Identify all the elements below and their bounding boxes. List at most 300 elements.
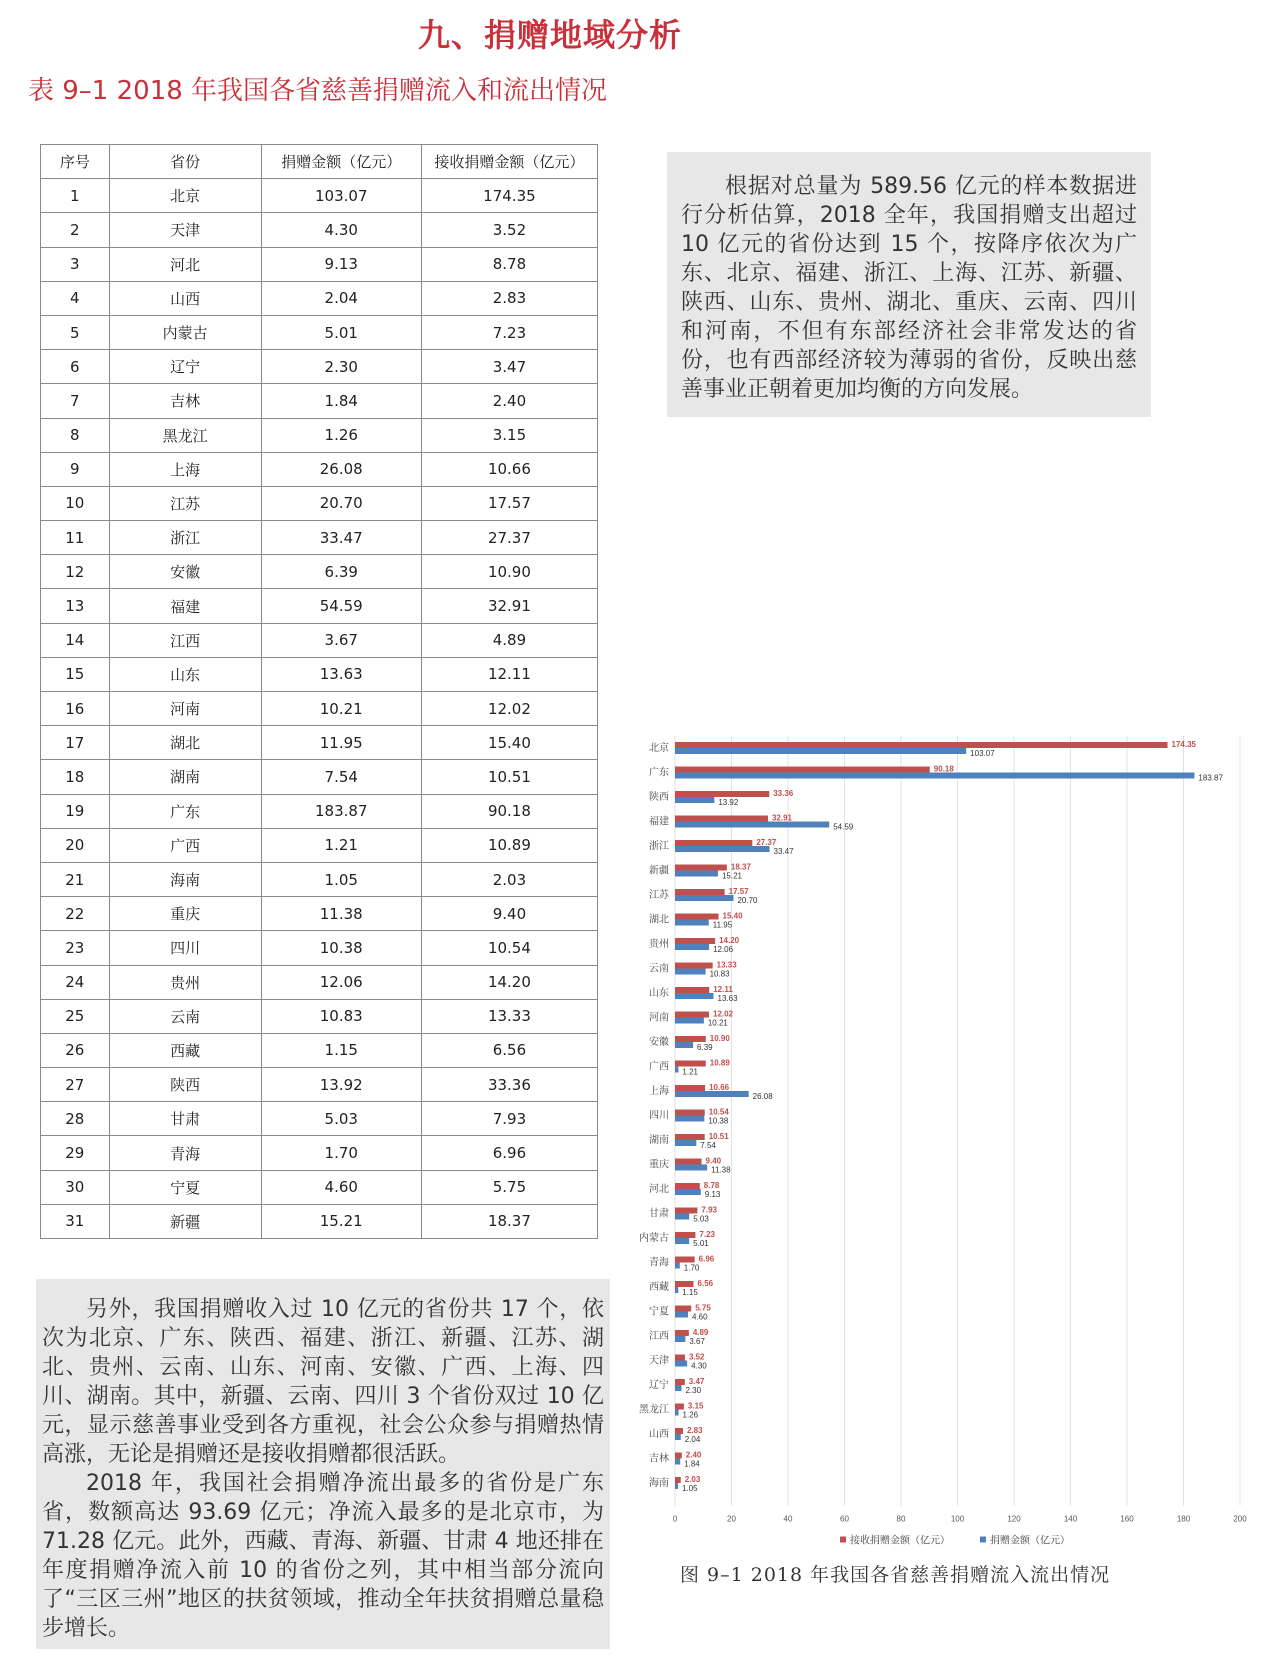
table-row (41, 486, 598, 520)
table-row (41, 521, 598, 555)
cell-received: 33.36 (421, 1068, 597, 1102)
data-label-donated: 10.21 (707, 1018, 728, 1028)
data-label-received: 33.36 (773, 789, 794, 798)
cell-province: 陕西 (109, 1068, 261, 1102)
bar-donated (675, 748, 966, 754)
bar-received (675, 1281, 694, 1287)
table-row (41, 828, 598, 862)
data-label-received: 12.02 (712, 1009, 733, 1019)
cell-received: 4.89 (421, 623, 597, 657)
x-tick-label: 120 (1007, 1514, 1021, 1524)
cell-donation: 2.04 (261, 281, 421, 315)
table-row (41, 452, 598, 486)
cell-donation: 4.30 (261, 213, 421, 247)
table-row (41, 726, 598, 760)
cell-donation: 10.38 (261, 931, 421, 965)
table-row (41, 760, 598, 794)
cell-donation: 183.87 (261, 794, 421, 828)
category-label: 广西 (649, 1061, 669, 1073)
cell-received: 15.40 (421, 726, 597, 760)
bar-donated (675, 822, 829, 828)
category-label: 江西 (649, 1331, 669, 1342)
table-row (41, 623, 598, 657)
cell-index: 27 (41, 1068, 110, 1102)
table-row (41, 931, 598, 965)
data-label-donated: 33.47 (773, 847, 794, 856)
cell-index: 17 (41, 726, 110, 760)
data-label-donated: 1.70 (683, 1263, 700, 1273)
cell-province: 内蒙古 (109, 315, 261, 349)
category-label: 广东 (649, 767, 669, 779)
table-header-row (41, 145, 598, 179)
bar-received (675, 914, 719, 920)
category-label: 江苏 (649, 890, 669, 901)
data-label-donated: 7.54 (700, 1141, 716, 1150)
data-label-received: 8.78 (703, 1181, 720, 1190)
cell-index: 6 (41, 350, 110, 384)
cell-province: 江西 (109, 623, 261, 657)
table-row (41, 965, 598, 999)
cell-index: 29 (41, 1136, 110, 1170)
category-label: 内蒙古 (639, 1233, 669, 1244)
cell-donation: 26.08 (261, 452, 421, 486)
bar-received (675, 1453, 682, 1459)
cell-index: 26 (41, 1033, 110, 1067)
category-label: 河南 (649, 1012, 669, 1024)
cell-province: 天津 (109, 213, 261, 247)
bar-received (675, 1404, 684, 1410)
table-row (41, 179, 598, 213)
cell-index: 25 (41, 999, 110, 1033)
category-label: 贵州 (649, 939, 669, 950)
data-label-received: 10.66 (709, 1083, 730, 1092)
cell-index: 18 (41, 760, 110, 794)
bar-donated (675, 1385, 681, 1391)
cell-donation: 2.30 (261, 350, 421, 384)
cell-donation: 1.21 (261, 828, 421, 862)
bar-received (675, 1061, 706, 1067)
data-label-donated: 1.05 (681, 1484, 698, 1493)
category-label: 上海 (649, 1086, 669, 1097)
cell-received: 10.90 (421, 555, 597, 589)
category-label: 福建 (649, 816, 669, 828)
header-donation: 捐赠金额（亿元） (261, 145, 421, 179)
cell-received: 10.54 (421, 931, 597, 965)
data-label-received: 10.89 (709, 1058, 730, 1068)
data-label-donated: 1.84 (684, 1459, 700, 1469)
data-label-donated: 54.59 (833, 822, 854, 832)
table-row (41, 555, 598, 589)
table-row (41, 350, 598, 384)
cell-province: 河南 (109, 692, 261, 726)
category-label: 西藏 (649, 1282, 669, 1293)
cell-donation: 103.07 (261, 179, 421, 213)
cell-province: 福建 (109, 589, 261, 623)
bar-received (675, 816, 768, 822)
cell-donation: 7.54 (261, 760, 421, 794)
cell-index: 24 (41, 965, 110, 999)
data-label-donated: 10.38 (708, 1116, 729, 1126)
category-label: 安徽 (649, 1037, 669, 1048)
bar-received (675, 1330, 689, 1336)
bar-donated (675, 1189, 701, 1195)
cell-donation: 9.13 (261, 247, 421, 281)
legend-swatch-received (840, 1537, 846, 1543)
bar-donated (675, 920, 709, 926)
section-title: 九、捐赠地域分析 (417, 16, 682, 54)
bar-received (675, 1085, 705, 1091)
bar-received (675, 1428, 683, 1434)
table-row (41, 862, 598, 896)
cell-province: 甘肃 (109, 1102, 261, 1136)
bar-received (675, 1257, 695, 1263)
cell-received: 174.35 (421, 179, 597, 213)
data-label-donated: 13.92 (718, 798, 739, 807)
data-label-donated: 12.06 (713, 945, 734, 954)
cell-province: 重庆 (109, 897, 261, 931)
table-row (41, 1170, 598, 1204)
bar-donated (675, 1312, 688, 1318)
cell-received: 3.47 (421, 350, 597, 384)
cell-province: 上海 (109, 452, 261, 486)
cell-index: 31 (41, 1204, 110, 1238)
data-label-received: 2.03 (684, 1475, 701, 1484)
cell-received: 14.20 (421, 965, 597, 999)
data-label-received: 7.23 (699, 1230, 716, 1239)
summary-paragraph-2: 2018 年，我国社会捐赠净流出最多的省份是广东省，数额高达 93.69 亿元；净流入最多的是北京市，为 71.28 亿元。此外，西藏、青海、新疆、甘肃 4 地还排在年度捐赠净流入前 10 的省份之列，其中相当部分流向了“三区三州”地区的扶贫领域，推动全年扶贫捐赠总量稳步增长。 (42, 1471, 604, 1641)
cell-received: 2.83 (421, 281, 597, 315)
cell-received: 2.03 (421, 862, 597, 896)
table-row (41, 692, 598, 726)
bar-received (675, 1477, 681, 1483)
cell-received: 90.18 (421, 794, 597, 828)
cell-index: 11 (41, 521, 110, 555)
table-row (41, 1068, 598, 1102)
data-label-donated: 26.08 (752, 1092, 773, 1101)
category-label: 河北 (649, 1184, 669, 1195)
bar-donated (675, 1067, 678, 1073)
data-label-received: 90.18 (933, 764, 954, 774)
bar-donated (675, 1410, 679, 1416)
cell-province: 河北 (109, 247, 261, 281)
category-label: 黑龙江 (639, 1404, 669, 1416)
bar-donated (675, 1361, 687, 1367)
bar-donated (675, 1263, 680, 1269)
bar-donated (675, 1165, 707, 1171)
category-label: 湖南 (649, 1135, 669, 1146)
cell-index: 9 (41, 452, 110, 486)
x-tick-label: 160 (1120, 1514, 1134, 1524)
data-label-donated: 103.07 (970, 749, 995, 758)
cell-received: 32.91 (421, 589, 597, 623)
cell-index: 30 (41, 1170, 110, 1204)
cell-province: 宁夏 (109, 1170, 261, 1204)
bar-donated (675, 1483, 678, 1489)
category-label: 辽宁 (649, 1380, 669, 1391)
cell-province: 山西 (109, 281, 261, 315)
cell-index: 8 (41, 418, 110, 452)
cell-province: 黑龙江 (109, 418, 261, 452)
cell-donation: 1.70 (261, 1136, 421, 1170)
cell-province: 吉林 (109, 384, 261, 418)
header-received: 接收捐赠金额（亿元） (421, 145, 597, 179)
bar-donated (675, 871, 718, 877)
bar-donated (675, 895, 733, 901)
category-label: 宁夏 (649, 1306, 669, 1318)
data-label-received: 27.37 (756, 838, 777, 847)
data-label-donated: 6.39 (697, 1043, 713, 1052)
cell-index: 14 (41, 623, 110, 657)
data-label-received: 6.56 (697, 1279, 714, 1288)
data-label-received: 9.40 (705, 1156, 722, 1166)
bar-received (675, 865, 727, 871)
data-label-received: 2.83 (686, 1426, 703, 1435)
table-row (41, 1033, 598, 1067)
data-label-received: 4.89 (692, 1328, 709, 1337)
cell-index: 21 (41, 862, 110, 896)
data-label-received: 10.51 (708, 1132, 729, 1141)
data-label-donated: 13.63 (717, 994, 738, 1003)
cell-index: 2 (41, 213, 110, 247)
table-row (41, 1102, 598, 1136)
legend-label-received: 接收捐赠金额（亿元） (850, 1535, 950, 1547)
cell-index: 3 (41, 247, 110, 281)
table-row (41, 589, 598, 623)
x-tick-label: 100 (950, 1514, 965, 1524)
table-row (41, 1204, 598, 1238)
cell-index: 5 (41, 315, 110, 349)
cell-received: 3.52 (421, 213, 597, 247)
cell-received: 17.57 (421, 486, 597, 520)
cell-province: 西藏 (109, 1033, 261, 1067)
table-row (41, 384, 598, 418)
cell-received: 18.37 (421, 1204, 597, 1238)
bar-donated (675, 1238, 689, 1244)
cell-received: 10.89 (421, 828, 597, 862)
bar-received (675, 1012, 709, 1018)
bar-chart (630, 730, 1250, 1550)
cell-donation: 13.92 (261, 1068, 421, 1102)
data-label-received: 2.40 (685, 1450, 702, 1460)
data-label-donated: 3.67 (689, 1337, 705, 1346)
cell-donation: 10.21 (261, 692, 421, 726)
bar-received (675, 889, 725, 895)
table-row (41, 657, 598, 691)
bar-donated (675, 944, 709, 950)
data-label-received: 15.40 (722, 911, 743, 921)
category-label: 天津 (649, 1355, 669, 1367)
cell-donation: 10.83 (261, 999, 421, 1033)
data-label-received: 3.15 (687, 1401, 704, 1411)
cell-received: 13.33 (421, 999, 597, 1033)
data-label-donated: 4.30 (691, 1361, 707, 1371)
x-tick-label: 0 (672, 1514, 678, 1524)
cell-received: 12.02 (421, 692, 597, 726)
cell-province: 湖北 (109, 726, 261, 760)
x-tick-label: 140 (1063, 1514, 1078, 1524)
x-tick-label: 20 (727, 1514, 736, 1524)
bar-donated (675, 1116, 704, 1122)
data-label-donated: 11.95 (712, 920, 733, 930)
bar-received (675, 938, 715, 944)
data-label-received: 13.33 (716, 960, 737, 970)
cell-donation: 1.26 (261, 418, 421, 452)
bar-received (675, 1379, 685, 1385)
cell-donation: 13.63 (261, 657, 421, 691)
x-tick-label: 180 (1176, 1514, 1191, 1524)
cell-received: 7.93 (421, 1102, 597, 1136)
cell-donation: 33.47 (261, 521, 421, 555)
table-row (41, 213, 598, 247)
cell-received: 6.96 (421, 1136, 597, 1170)
cell-received: 2.40 (421, 384, 597, 418)
data-label-donated: 1.26 (682, 1410, 699, 1420)
bar-donated (675, 1434, 681, 1440)
cell-province: 广西 (109, 828, 261, 862)
cell-donation: 6.39 (261, 555, 421, 589)
category-label: 四川 (649, 1110, 669, 1122)
bar-received (675, 1183, 700, 1189)
legend-label-donated: 捐赠金额（亿元） (990, 1535, 1070, 1547)
data-label-received: 10.90 (709, 1034, 730, 1043)
table-row (41, 418, 598, 452)
data-label-donated: 1.15 (682, 1288, 698, 1297)
bar-donated (675, 797, 714, 803)
bar-received (675, 987, 709, 993)
cell-index: 28 (41, 1102, 110, 1136)
data-label-donated: 5.03 (693, 1214, 709, 1224)
data-label-received: 7.93 (701, 1205, 717, 1215)
cell-received: 3.15 (421, 418, 597, 452)
table-row (41, 247, 598, 281)
cell-province: 新疆 (109, 1204, 261, 1238)
data-label-received: 18.37 (730, 862, 751, 872)
x-tick-label: 200 (1233, 1514, 1247, 1524)
cell-index: 16 (41, 692, 110, 726)
data-label-donated: 183.87 (1198, 773, 1223, 783)
table-row (41, 999, 598, 1033)
cell-index: 23 (41, 931, 110, 965)
bar-received (675, 840, 752, 846)
cell-received: 27.37 (421, 521, 597, 555)
category-label: 山西 (649, 1429, 669, 1440)
cell-donation: 11.95 (261, 726, 421, 760)
cell-index: 7 (41, 384, 110, 418)
table-row (41, 1136, 598, 1170)
bar-received (675, 1159, 702, 1165)
data-label-received: 3.47 (688, 1377, 705, 1386)
bar-donated (675, 993, 714, 999)
bar-received (675, 1232, 695, 1238)
donation-table (40, 144, 598, 1239)
data-label-received: 174.35 (1171, 740, 1197, 749)
data-label-donated: 11.38 (711, 1165, 731, 1175)
bar-donated (675, 1459, 680, 1465)
category-label: 浙江 (649, 841, 669, 852)
cell-donation: 4.60 (261, 1170, 421, 1204)
data-label-donated: 1.21 (682, 1067, 698, 1077)
summary-textbox (36, 1279, 610, 1649)
cell-index: 20 (41, 828, 110, 862)
cell-donation: 5.03 (261, 1102, 421, 1136)
bar-received (675, 1208, 697, 1214)
cell-index: 19 (41, 794, 110, 828)
category-label: 云南 (649, 963, 669, 975)
data-label-donated: 9.13 (704, 1190, 721, 1199)
cell-province: 湖南 (109, 760, 261, 794)
bar-received (675, 791, 769, 797)
data-label-received: 17.57 (728, 887, 749, 896)
category-label: 海南 (649, 1478, 669, 1489)
bar-donated (675, 1214, 689, 1220)
header-province: 省份 (109, 145, 261, 179)
category-label: 北京 (649, 743, 669, 754)
category-label: 山东 (649, 988, 669, 999)
cell-received: 7.23 (421, 315, 597, 349)
cell-province: 青海 (109, 1136, 261, 1170)
cell-received: 8.78 (421, 247, 597, 281)
category-label: 新疆 (649, 865, 669, 877)
cell-province: 广东 (109, 794, 261, 828)
cell-province: 四川 (109, 931, 261, 965)
cell-province: 贵州 (109, 965, 261, 999)
category-label: 吉林 (649, 1453, 669, 1465)
cell-province: 安徽 (109, 555, 261, 589)
data-label-donated: 5.01 (693, 1239, 709, 1248)
cell-donation: 12.06 (261, 965, 421, 999)
cell-received: 10.66 (421, 452, 597, 486)
data-label-donated: 4.60 (691, 1312, 708, 1322)
data-label-received: 32.91 (771, 813, 793, 823)
analysis-textbox (667, 152, 1151, 417)
category-label: 青海 (649, 1257, 669, 1269)
data-label-received: 6.96 (698, 1254, 715, 1264)
cell-donation: 20.70 (261, 486, 421, 520)
cell-received: 5.75 (421, 1170, 597, 1204)
category-label: 甘肃 (649, 1208, 669, 1220)
cell-index: 4 (41, 281, 110, 315)
cell-province: 北京 (109, 179, 261, 213)
table-row (41, 281, 598, 315)
cell-received: 6.56 (421, 1033, 597, 1067)
cell-index: 13 (41, 589, 110, 623)
header-index: 序号 (41, 145, 110, 179)
cell-received: 9.40 (421, 897, 597, 931)
bar-received (675, 1110, 705, 1116)
summary-paragraph-1: 另外，我国捐赠收入过 10 亿元的省份共 17 个，依次为北京、广东、陕西、福建、浙江、新疆、江苏、湖北、贵州、云南、山东、河南、安徽、广西、上海、四川、湖南。其中，新疆、云南、四川 3 个省份双过 10 亿元，显示慈善事业受到各方重视，社会公众参与捐赠热情高涨，无论是捐赠还是接收捐赠都很活跃。 (42, 1297, 604, 1467)
bar-donated (675, 1336, 685, 1342)
table-row (41, 315, 598, 349)
data-label-received: 3.52 (688, 1352, 705, 1362)
bar-received (675, 1355, 685, 1361)
bar-received (675, 742, 1168, 748)
category-label: 重庆 (649, 1159, 669, 1171)
data-label-donated: 2.30 (685, 1386, 702, 1395)
data-label-received: 5.75 (695, 1303, 711, 1313)
cell-province: 云南 (109, 999, 261, 1033)
cell-index: 10 (41, 486, 110, 520)
table-row (41, 897, 598, 931)
x-tick-label: 80 (896, 1514, 906, 1524)
x-tick-label: 40 (783, 1514, 793, 1524)
analysis-paragraph: 根据对总量为 589.56 亿元的样本数据进行分析估算，2018 全年，我国捐赠支出超过 10 亿元的省份达到 15 个，按降序依次为广东、北京、福建、浙江、上海、江苏、新疆、陕西、山东、贵州、湖北、重庆、云南、四川和河南，不但有东部经济社会非常发达的省份，也有西部经济较为薄弱的省份，反映出慈善事业正朝着更加均衡的方向发展。 (681, 174, 1137, 402)
table-caption: 表 9–1 2018 年我国各省慈善捐赠流入和流出情况 (28, 76, 608, 106)
cell-donation: 3.67 (261, 623, 421, 657)
legend-swatch-donated (980, 1537, 986, 1543)
bar-received (675, 1134, 705, 1140)
data-label-received: 14.20 (719, 936, 740, 945)
table-body (41, 179, 598, 1239)
